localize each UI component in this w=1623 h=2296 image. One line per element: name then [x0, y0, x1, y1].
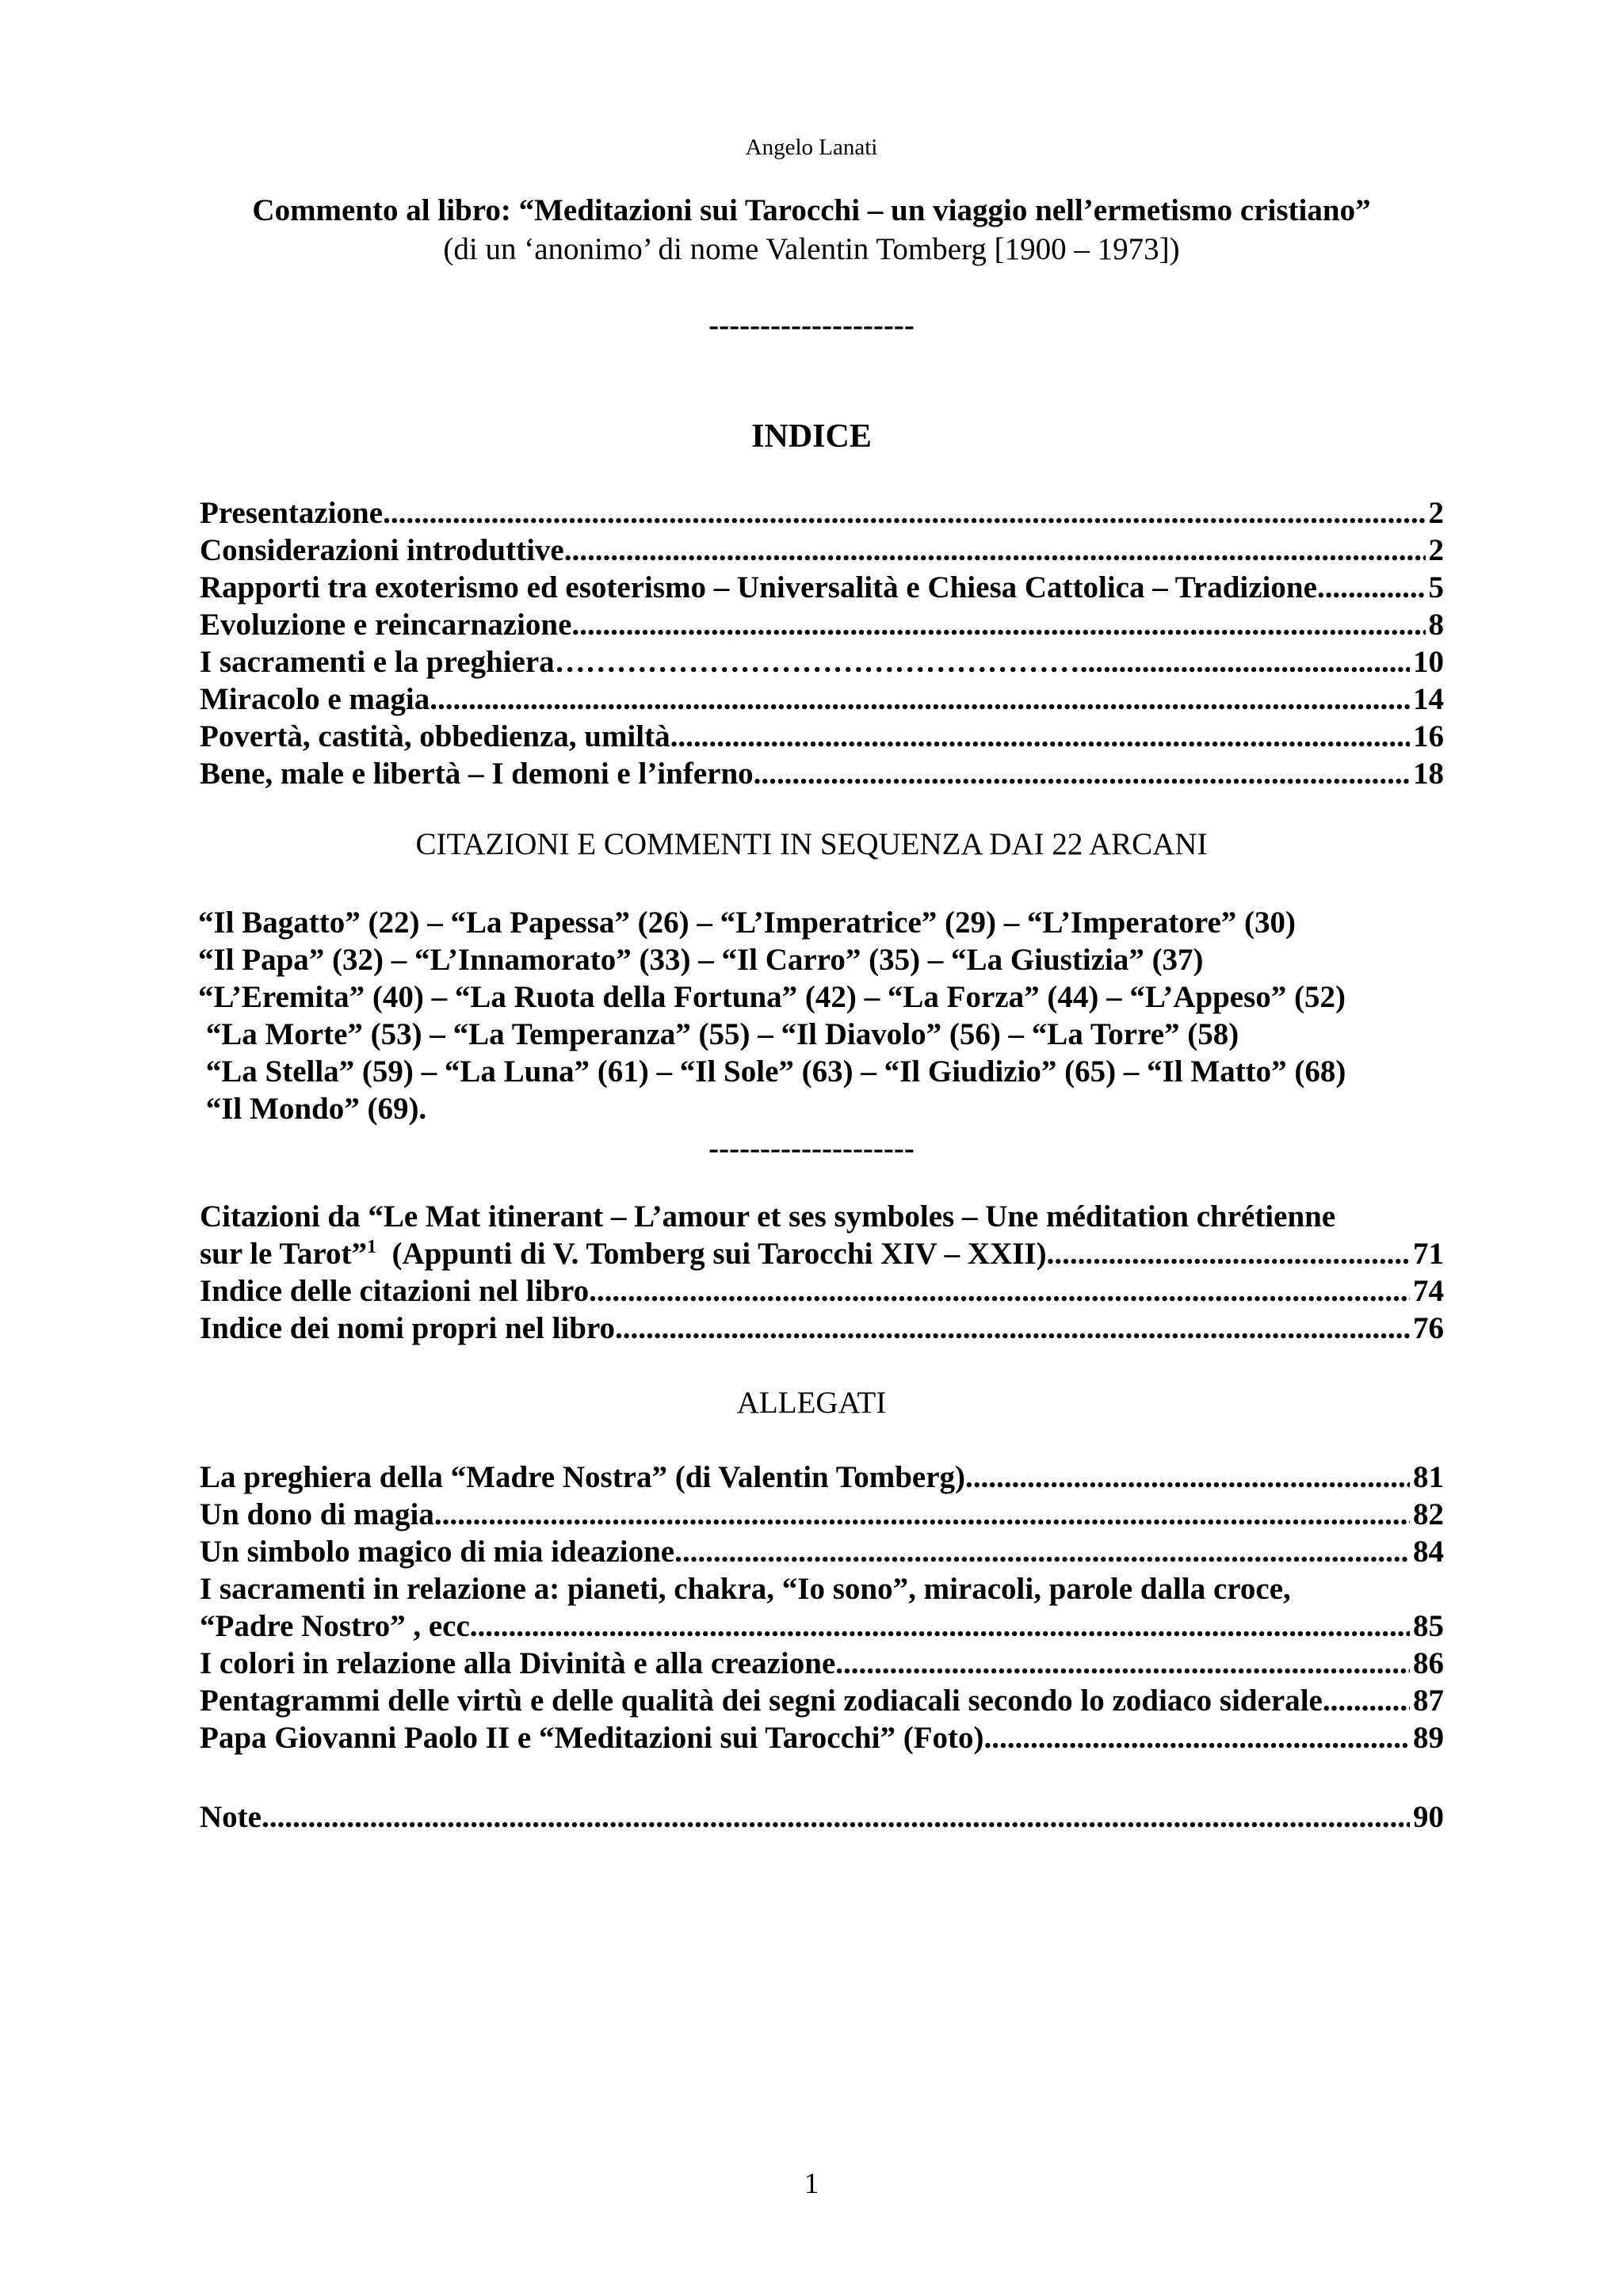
toc-entry-page: 86 — [1413, 1646, 1444, 1680]
toc-entry[interactable] — [200, 643, 1444, 681]
toc-entry[interactable] — [200, 681, 1444, 718]
leader-dots — [470, 1608, 1410, 1645]
document-title: Commento al libro: “Meditazioni sui Tarocchi – un viaggio nell’ermetismo cristiano” — [252, 193, 1371, 227]
toc-entry-page: 81 — [1413, 1460, 1444, 1494]
toc-entry[interactable] — [200, 1459, 1444, 1496]
toc-entry-title: Papa Giovanni Paolo II e “Meditazioni sui Tarocchi” (Foto) — [200, 1721, 984, 1755]
separator-line: -------------------- — [708, 1131, 915, 1165]
toc-entry[interactable] — [200, 569, 1444, 606]
toc-entry-page: 76 — [1413, 1311, 1444, 1345]
toc-entry-title: Evoluzione e reincarnazione — [200, 608, 572, 642]
footnote-marker[interactable]: 1 — [366, 1237, 376, 1257]
toc-entry-title: Note — [200, 1800, 262, 1834]
toc-entry[interactable] — [200, 1798, 1444, 1836]
toc-entry-title: La preghiera della “Madre Nostra” (di Valentin Tomberg) — [200, 1460, 965, 1494]
toc-citazioni — [200, 1198, 1444, 1347]
toc-entry-title — [200, 1235, 1047, 1272]
leader-dots — [965, 1459, 1410, 1496]
toc-entry-title: Rapporti tra exoterismo ed esoterismo – Universalità e Chiesa Cattolica – Tradizione — [200, 570, 1317, 605]
toc-entry-title: Pentagrammi delle virtù e delle qualità dei segni zodiacali secondo lo zodiaco siderale — [200, 1684, 1323, 1718]
toc-entry-page: 18 — [1413, 757, 1444, 791]
arcani-line: “Il Papa” (32) – “L’Innamorato” (33) – “Il Carro” (35) – “La Giustizia” (37) — [198, 943, 1204, 977]
leader-dots — [564, 532, 1426, 569]
toc-entry-page: 90 — [1413, 1800, 1444, 1834]
toc-entry[interactable] — [200, 1533, 1444, 1570]
arcani-heading: CITAZIONI E COMMENTI IN SEQUENZA DAI 22 ARCANI — [415, 827, 1208, 861]
citazioni-entry-line1[interactable]: Citazioni da “Le Mat itinerant – L’amour et ses symboles – Une méditation chrétienne — [200, 1199, 1336, 1234]
arcani-line: “Il Bagatto” (22) – “La Papessa” (26) – “L’Imperatrice” (29) – “L’Imperatore” (30) — [198, 906, 1296, 940]
leader-dots — [1317, 569, 1426, 606]
toc-entry-title: “Padre Nostro” , ecc — [200, 1609, 470, 1643]
toc-entry-page: 2 — [1428, 496, 1444, 530]
toc-entry-title: Presentazione — [200, 496, 384, 530]
toc-entry-title: Un simbolo magico di mia ideazione — [200, 1535, 675, 1569]
citazioni-title-a: sur le Tarot” — [200, 1237, 367, 1271]
toc-entry-page: 84 — [1413, 1535, 1444, 1569]
arcani-line: “La Stella” (59) – “La Luna” (61) – “Il Sole” (63) – “Il Giudizio” (65) – “Il Matto” (68) — [198, 1055, 1346, 1089]
toc-entry-page: 74 — [1413, 1274, 1444, 1308]
leader-dots — [835, 1645, 1410, 1682]
toc-entry[interactable] — [200, 755, 1444, 792]
index-heading: INDICE — [751, 418, 872, 455]
toc-entry[interactable] — [200, 1235, 1444, 1272]
toc-entry[interactable] — [200, 532, 1444, 569]
leader-dots — [430, 681, 1410, 718]
leader-dots — [1323, 1682, 1410, 1719]
toc-entry-page: 85 — [1413, 1609, 1444, 1643]
toc-entry[interactable] — [200, 494, 1444, 532]
toc-entry[interactable] — [200, 1310, 1444, 1347]
sacramenti-entry-line1[interactable]: I sacramenti in relazione a: pianeti, chakra, “Io sono”, miracoli, parole dalla croce, — [200, 1572, 1291, 1606]
toc-entry[interactable] — [200, 1608, 1444, 1645]
toc-entry-page: 89 — [1413, 1721, 1444, 1755]
leader-dots — [383, 494, 1425, 532]
toc-entry[interactable] — [200, 1496, 1444, 1533]
leader-dots — [670, 718, 1410, 755]
toc-allegati — [200, 1459, 1444, 1756]
toc-entry[interactable] — [200, 1682, 1444, 1719]
toc-entry-title: Considerazioni introduttive — [200, 533, 564, 567]
toc-entry-title: I sacramenti e la preghiera…………………………………………… — [200, 645, 1080, 679]
arcani-line: “La Morte” (53) – “La Temperanza” (55) – “Il Diavolo” (56) – “La Torre” (58) — [198, 1017, 1239, 1051]
toc-entry[interactable] — [200, 718, 1444, 755]
toc-main — [200, 494, 1444, 792]
allegati-heading: ALLEGATI — [736, 1386, 887, 1420]
document-subtitle: (di un ‘anonimo’ di nome Valentin Tomberg [1900 – 1973]) — [443, 232, 1180, 266]
toc-note — [200, 1798, 1444, 1836]
leader-dots — [1080, 643, 1410, 681]
toc-entry-page: 8 — [1428, 608, 1444, 642]
toc-entry-title: Povertà, castità, obbedienza, umiltà — [200, 719, 670, 753]
leader-dots — [262, 1798, 1410, 1836]
arcani-list — [198, 904, 1466, 1127]
toc-entry-page: 16 — [1413, 719, 1444, 753]
toc-entry-title: Un dono di magia — [200, 1497, 434, 1531]
leader-dots — [754, 755, 1410, 792]
citazioni-title-b: (Appunti di V. Tomberg sui Tarocchi XIV – XXII) — [376, 1237, 1047, 1271]
toc-entry-page: 10 — [1413, 645, 1444, 679]
page-number: 1 — [804, 2168, 819, 2200]
leader-dots — [1047, 1235, 1410, 1272]
toc-entry[interactable] — [200, 606, 1444, 643]
toc-entry-title: Miracolo e magia — [200, 682, 430, 716]
leader-dots — [674, 1533, 1410, 1570]
arcani-line: “L’Eremita” (40) – “La Ruota della Fortuna” (42) – “La Forza” (44) – “L’Appeso” (52) — [198, 980, 1346, 1014]
author-name: Angelo Lanati — [745, 135, 878, 160]
leader-dots — [571, 606, 1425, 643]
leader-dots — [434, 1496, 1410, 1533]
separator-line: -------------------- — [708, 308, 915, 342]
leader-dots — [984, 1719, 1411, 1756]
toc-entry-title: Bene, male e libertà – I demoni e l’inferno — [200, 757, 754, 791]
toc-entry[interactable] — [200, 1272, 1444, 1310]
toc-entry-page: 14 — [1413, 682, 1444, 716]
toc-entry-title: Indice delle citazioni nel libro — [200, 1274, 590, 1308]
toc-entry-page: 2 — [1428, 533, 1444, 567]
toc-entry-page: 5 — [1428, 570, 1444, 605]
toc-entry-page: 82 — [1413, 1497, 1444, 1531]
arcani-line: “Il Mondo” (69). — [198, 1092, 427, 1126]
toc-entry[interactable] — [200, 1719, 1444, 1756]
toc-entry-page: 71 — [1413, 1237, 1444, 1271]
toc-entry[interactable] — [200, 1645, 1444, 1682]
leader-dots — [589, 1272, 1410, 1310]
toc-entry-title: I colori in relazione alla Divinità e alla creazione — [200, 1646, 836, 1680]
leader-dots — [615, 1310, 1410, 1347]
toc-entry-title: Indice dei nomi propri nel libro — [200, 1311, 616, 1345]
toc-entry-page: 87 — [1413, 1684, 1444, 1718]
